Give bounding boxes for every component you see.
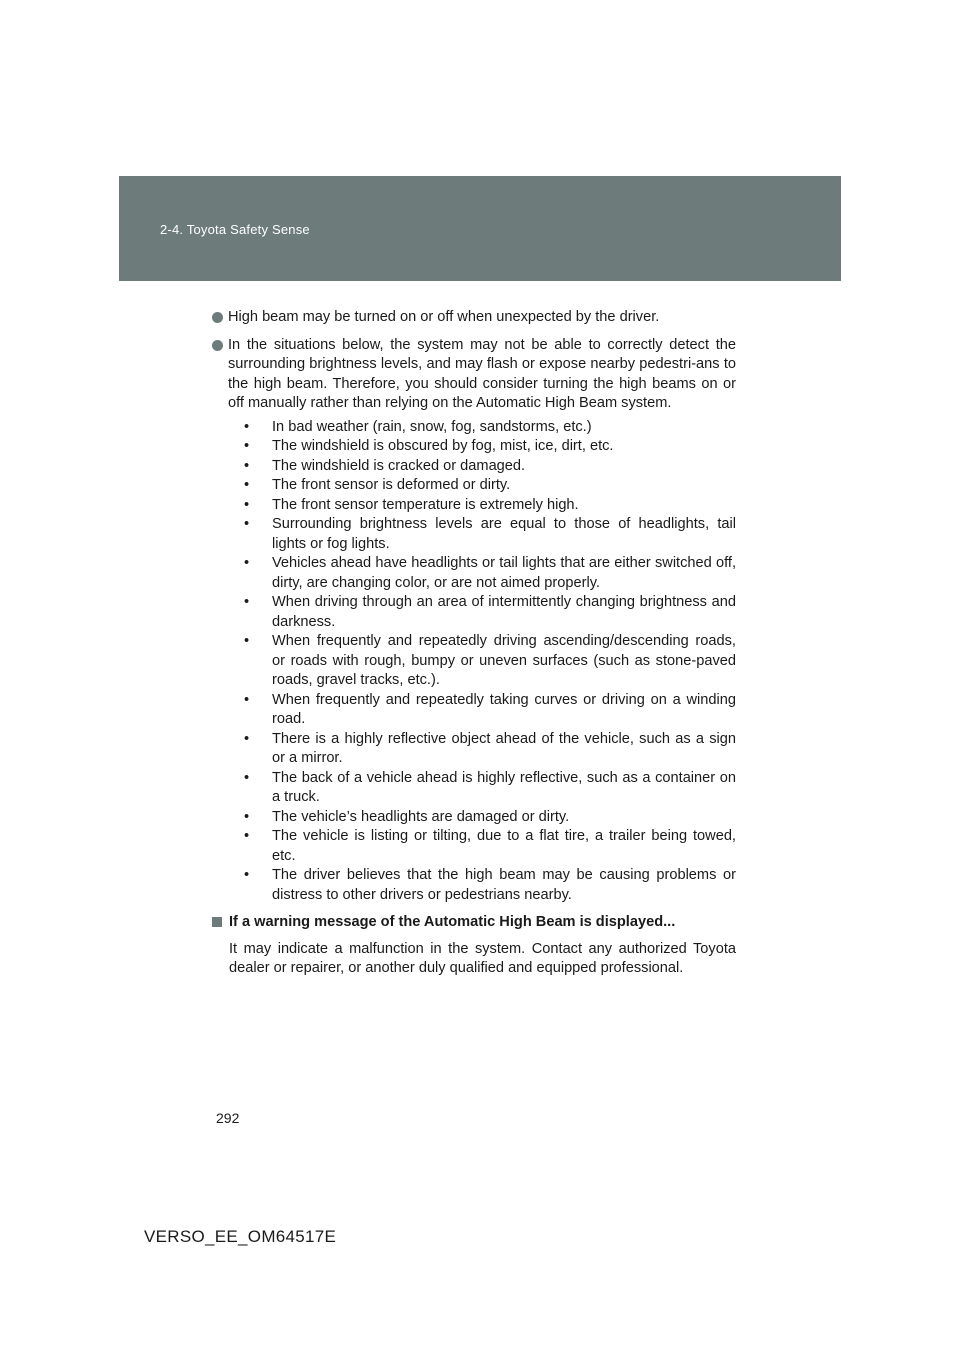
section-title: 2-4. Toyota Safety Sense	[160, 222, 310, 237]
situation-item	[244, 691, 736, 730]
section-header-bar	[119, 176, 841, 281]
bullet-icon: •	[244, 438, 250, 454]
situation-item	[244, 730, 736, 769]
situation-text: Surrounding brightness levels are equal to those of headlights, tail lights or fog lights.	[272, 516, 736, 552]
situation-text: The windshield is obscured by fog, mist, ice, dirt, etc.	[272, 438, 614, 454]
bullet-icon: •	[244, 691, 250, 708]
situation-text: The front sensor temperature is extremely high.	[272, 496, 579, 513]
square-bullet-icon	[212, 917, 222, 927]
situation-item	[244, 632, 736, 691]
bullet-icon: •	[244, 496, 250, 513]
warning-heading-text: If a warning message of the Automatic High Beam is displayed...	[229, 914, 676, 930]
situation-item	[244, 457, 736, 477]
situation-item	[244, 827, 736, 866]
bullet-icon: •	[244, 769, 250, 786]
situation-text: The windshield is cracked or damaged.	[272, 457, 526, 474]
bullet-icon: •	[244, 730, 250, 747]
situation-text: In bad weather (rain, snow, fog, sandstorms, etc.)	[272, 418, 592, 435]
page-content	[212, 308, 736, 979]
situation-text: When frequently and repeatedly taking curves or driving on a winding road.	[272, 691, 736, 727]
bullet-icon: •	[244, 633, 250, 649]
situation-item	[244, 496, 736, 516]
bullet-text: High beam may be turned on or off when unexpected by the driver.	[228, 309, 660, 325]
situation-text: When driving through an area of intermittently changing brightness and darkness.	[272, 594, 736, 630]
situation-text: The front sensor is deformed or dirty.	[272, 477, 511, 493]
bullet-dot-icon	[212, 312, 223, 323]
situation-text: The back of a vehicle ahead is highly reflective, such as a container on a truck.	[272, 769, 736, 805]
bullet-icon: •	[244, 828, 250, 844]
bullet-icon: •	[244, 516, 250, 532]
situation-item	[244, 515, 736, 554]
situation-text: When frequently and repeatedly driving ascending/descending roads, or roads with rough, bumpy or uneven surfaces (such as stone-paved roads, gravel tracks, etc.).	[272, 633, 736, 688]
bullet-item	[212, 336, 736, 906]
situation-item	[244, 554, 736, 593]
situation-item	[244, 808, 736, 828]
situation-item	[244, 866, 736, 905]
situation-item	[244, 476, 736, 496]
bullet-icon: •	[244, 808, 250, 825]
situation-item	[244, 437, 736, 457]
situation-text: The vehicle is listing or tilting, due to a flat tire, a trailer being towed, etc.	[272, 828, 736, 864]
situation-item	[244, 418, 736, 438]
bullet-icon: •	[244, 457, 250, 474]
bullet-icon: •	[244, 555, 250, 571]
situation-text: Vehicles ahead have headlights or tail lights that are either switched off, dirty, are changing color, or are not aimed properly.	[272, 555, 736, 591]
situation-text: The vehicle’s headlights are damaged or dirty.	[272, 808, 570, 825]
bullet-icon: •	[244, 418, 250, 435]
situation-item	[244, 593, 736, 632]
bullet-icon: •	[244, 477, 250, 493]
bullet-text: In the situations below, the system may not be able to correctly detect the surrounding brightness levels, and may flash or expose nearby pedestri-ans to the high beam. Therefore, you should consider turning the high beams on or off manually rather than relying on the Automatic High Beam system.	[228, 336, 736, 411]
footer-code: VERSO_EE_OM64517E	[144, 1227, 337, 1246]
situations-list	[244, 418, 736, 906]
warning-text: It may indicate a malfunction in the system. Contact any authorized Toyota dealer or repairer, or another duly qualified and equipped professional.	[229, 940, 736, 976]
bullet-dot-icon	[212, 340, 223, 351]
situation-text: The driver believes that the high beam may be causing problems or distress to other drivers or pedestrians nearby.	[272, 867, 736, 903]
situation-item	[244, 769, 736, 808]
warning-heading	[212, 913, 736, 933]
page-number: 292	[216, 1110, 240, 1126]
bullet-icon: •	[244, 867, 250, 883]
bullet-icon: •	[244, 594, 250, 610]
bullet-item	[212, 308, 736, 328]
situation-text: There is a highly reflective object ahead of the vehicle, such as a sign or a mirror.	[272, 730, 736, 766]
